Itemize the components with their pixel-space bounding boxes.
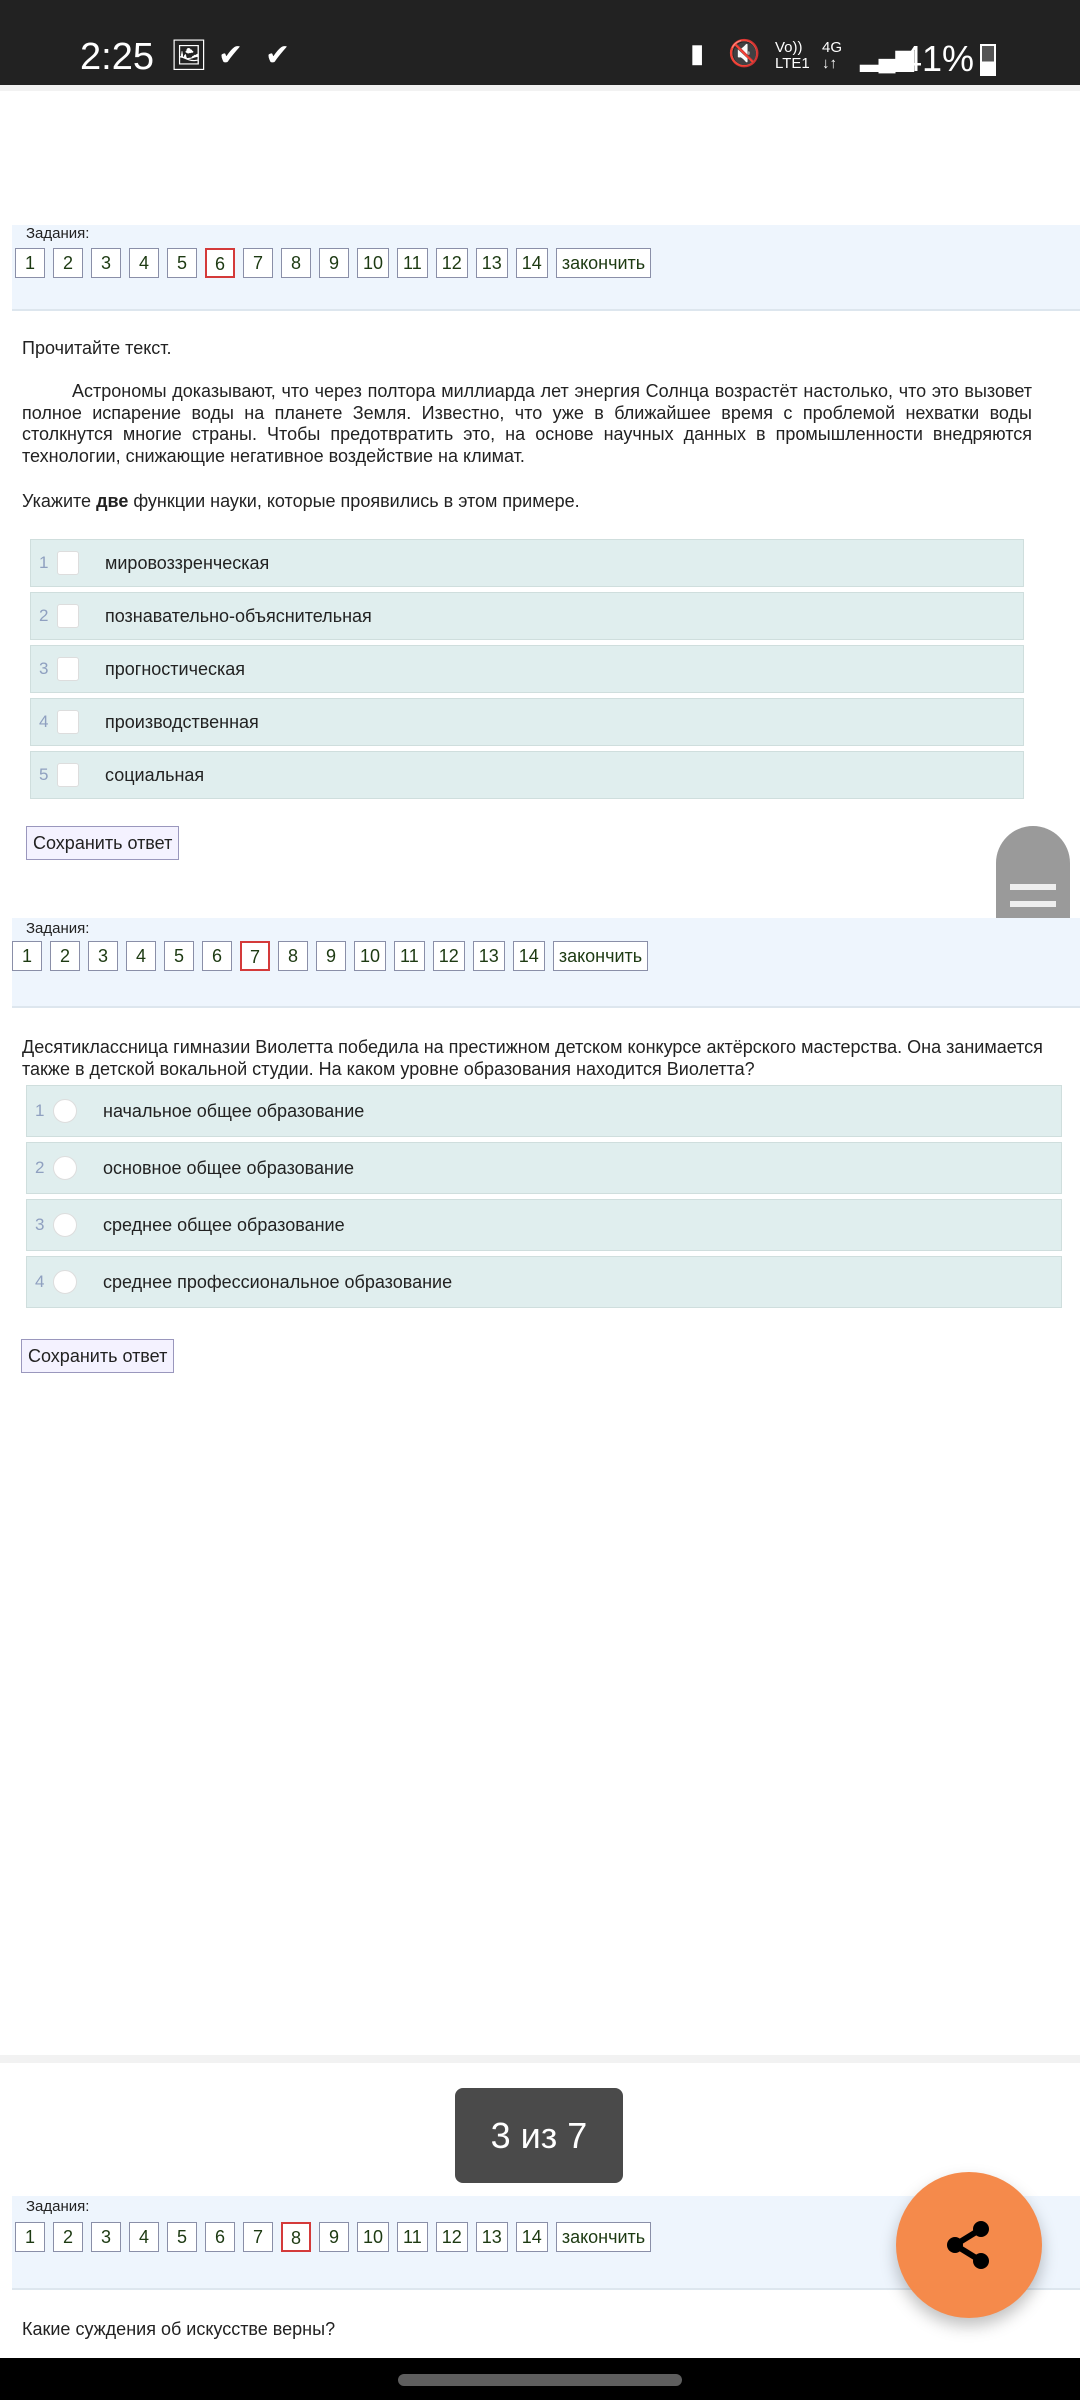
option-number: 5 — [39, 765, 49, 784]
task-nav-item[interactable]: 12 — [436, 248, 468, 278]
check-icon: ✔ — [218, 39, 244, 72]
radio-button[interactable] — [53, 1156, 77, 1180]
task-nav-item[interactable]: 12 — [433, 941, 465, 971]
answer-option[interactable] — [26, 1142, 1062, 1194]
task-nav-item[interactable]: 3 — [88, 941, 118, 971]
checkbox[interactable] — [57, 763, 79, 787]
task-nav-item[interactable]: 13 — [476, 248, 508, 278]
share-icon — [941, 2217, 997, 2273]
task-nav-item[interactable]: 4 — [129, 248, 159, 278]
task-nav-item[interactable]: 13 — [476, 2222, 508, 2252]
option-label: прогностическая — [105, 658, 246, 679]
task-nav-item[interactable]: 8 — [278, 941, 308, 971]
task-nav-item[interactable]: 13 — [473, 941, 505, 971]
finish-button[interactable]: закончить — [553, 941, 648, 971]
task-nav-item[interactable]: 7 — [243, 248, 273, 278]
signal-icon: ▂▄▆ — [860, 45, 914, 72]
task-nav-item[interactable]: 5 — [167, 2222, 197, 2252]
option-label: социальная — [105, 764, 205, 785]
checkbox[interactable] — [57, 604, 79, 628]
checkbox[interactable] — [57, 657, 79, 681]
task-nav-item[interactable]: 10 — [357, 248, 389, 278]
question-text: Астрономы доказывают, что через полтора миллиарда лет энергия Солнца возрастёт настолько, что это вызовет полное испарение воды на планете Земля. Известно, что уже в ближайшее время с проблемой нехватки воды столкнутся многие страны. Чтобы предотвратить это, на основе научных данных в промышленности внедряются технологии, снижающие негативное воздействие на климат. — [22, 381, 1032, 466]
task-nav-item[interactable]: 6 — [205, 2222, 235, 2252]
task-nav-item[interactable]: 2 — [50, 941, 80, 971]
home-gesture-handle[interactable] — [398, 2374, 682, 2386]
task-nav-item[interactable]: 2 — [53, 248, 83, 278]
task-nav-item[interactable]: 11 — [397, 2222, 428, 2252]
task-prompt: Укажите две функции науки, которые проявились в этом примере. — [22, 491, 580, 511]
option-number: 2 — [35, 1158, 45, 1177]
page-divider — [0, 2055, 1080, 2063]
task-nav-item[interactable]: 11 — [397, 248, 428, 278]
finish-button[interactable]: закончить — [556, 248, 651, 278]
battery-saver-icon: ▮ — [690, 38, 705, 68]
battery-icon — [980, 44, 996, 76]
divider — [0, 85, 1080, 91]
option-label: основное общее образование — [103, 1157, 355, 1178]
option-label: среднее общее образование — [103, 1214, 345, 1235]
answer-option[interactable] — [30, 698, 1024, 746]
task-nav-item[interactable]: 3 — [91, 2222, 121, 2252]
option-number: 2 — [39, 606, 49, 625]
question-text: Десятиклассница гимназии Виолетта победила на престижном детском конкурсе актёрского мастерства. Она занимается также в детской вокальной студии. На каком уровне образования находится Виолетта? — [22, 1037, 1043, 1079]
option-label: среднее профессиональное образование — [103, 1271, 453, 1292]
option-number: 4 — [39, 712, 49, 731]
option-label: производственная — [105, 711, 259, 732]
task-nav — [12, 918, 1080, 1008]
mute-icon: 🔇 — [728, 38, 761, 68]
answer-option[interactable] — [26, 1085, 1062, 1137]
task-nav — [12, 225, 1080, 311]
task-nav-item[interactable]: 1 — [15, 2222, 45, 2252]
task-nav-label: Задания: — [26, 2198, 90, 2215]
task-nav-item[interactable]: 6 — [202, 941, 232, 971]
checkbox[interactable] — [57, 551, 79, 575]
task-nav-item[interactable]: 7 — [243, 2222, 273, 2252]
answer-option[interactable] — [26, 1256, 1062, 1308]
navigation-bar — [0, 2358, 1080, 2400]
task-nav-item[interactable]: 10 — [357, 2222, 389, 2252]
task-nav-item[interactable]: 14 — [513, 941, 545, 971]
task-nav-item[interactable]: 3 — [91, 248, 121, 278]
answer-option[interactable] — [30, 751, 1024, 799]
clock: 2:25 — [80, 36, 154, 78]
task-nav-item[interactable]: 5 — [164, 941, 194, 971]
task-nav-item[interactable]: 9 — [319, 2222, 349, 2252]
share-button[interactable] — [896, 2172, 1042, 2318]
option-label: начальное общее образование — [103, 1100, 365, 1121]
option-number: 4 — [35, 1272, 45, 1291]
radio-button[interactable] — [53, 1099, 77, 1123]
page-toast: 3 из 7 — [455, 2088, 623, 2183]
radio-button[interactable] — [53, 1213, 77, 1237]
answer-option[interactable] — [30, 645, 1024, 693]
option-label: познавательно-объяснительная — [105, 605, 372, 626]
instruction: Прочитайте текст. — [22, 338, 172, 358]
task-nav-item[interactable]: 4 — [129, 2222, 159, 2252]
option-number: 1 — [39, 553, 49, 572]
gallery-icon: 🖼 — [170, 39, 209, 72]
battery-level: 41% — [902, 38, 975, 79]
task-nav-item[interactable]: 12 — [436, 2222, 468, 2252]
task-nav-label: Задания: — [26, 920, 90, 937]
question-text: Какие суждения об искусстве верны? — [22, 2319, 336, 2339]
task-nav-item[interactable]: 9 — [316, 941, 346, 971]
option-number: 1 — [35, 1101, 45, 1120]
option-number: 3 — [39, 659, 49, 678]
checkbox[interactable] — [57, 710, 79, 734]
answer-option[interactable] — [30, 539, 1024, 587]
option-number: 3 — [35, 1215, 45, 1234]
network-4g: 4G ↓↑ — [822, 39, 843, 72]
task-nav-item[interactable]: 7 — [240, 941, 270, 971]
finish-button[interactable]: закончить — [556, 2222, 651, 2252]
task-nav-item[interactable]: 2 — [53, 2222, 83, 2252]
save-answer-button[interactable]: Сохранить ответ — [21, 1339, 174, 1373]
check-icon: ✔ — [265, 39, 291, 72]
status-bar — [0, 0, 1080, 85]
task-nav-label: Задания: — [26, 225, 90, 242]
volte-indicator: Vo)) LTE1 — [775, 39, 810, 72]
task-nav-item[interactable]: 8 — [281, 248, 311, 278]
handle-icon — [1010, 901, 1056, 907]
task-nav-item[interactable]: 10 — [354, 941, 386, 971]
task-nav-item[interactable]: 1 — [15, 248, 45, 278]
save-answer-button[interactable]: Сохранить ответ — [26, 826, 179, 860]
task-nav-item[interactable]: 14 — [516, 248, 548, 278]
answer-option[interactable] — [26, 1199, 1062, 1251]
option-label: мировоззренческая — [105, 552, 270, 573]
radio-button[interactable] — [53, 1270, 77, 1294]
task-nav-item[interactable]: 14 — [516, 2222, 548, 2252]
task-nav-item[interactable]: 8 — [281, 2222, 311, 2252]
task-nav-item[interactable]: 4 — [126, 941, 156, 971]
handle-icon — [1010, 884, 1056, 890]
task-nav-item[interactable]: 1 — [12, 941, 42, 971]
answer-option[interactable] — [30, 592, 1024, 640]
task-nav-item[interactable]: 11 — [394, 941, 425, 971]
task-nav-item[interactable]: 5 — [167, 248, 197, 278]
task-nav-item[interactable]: 9 — [319, 248, 349, 278]
task-nav-item[interactable]: 6 — [205, 248, 235, 278]
